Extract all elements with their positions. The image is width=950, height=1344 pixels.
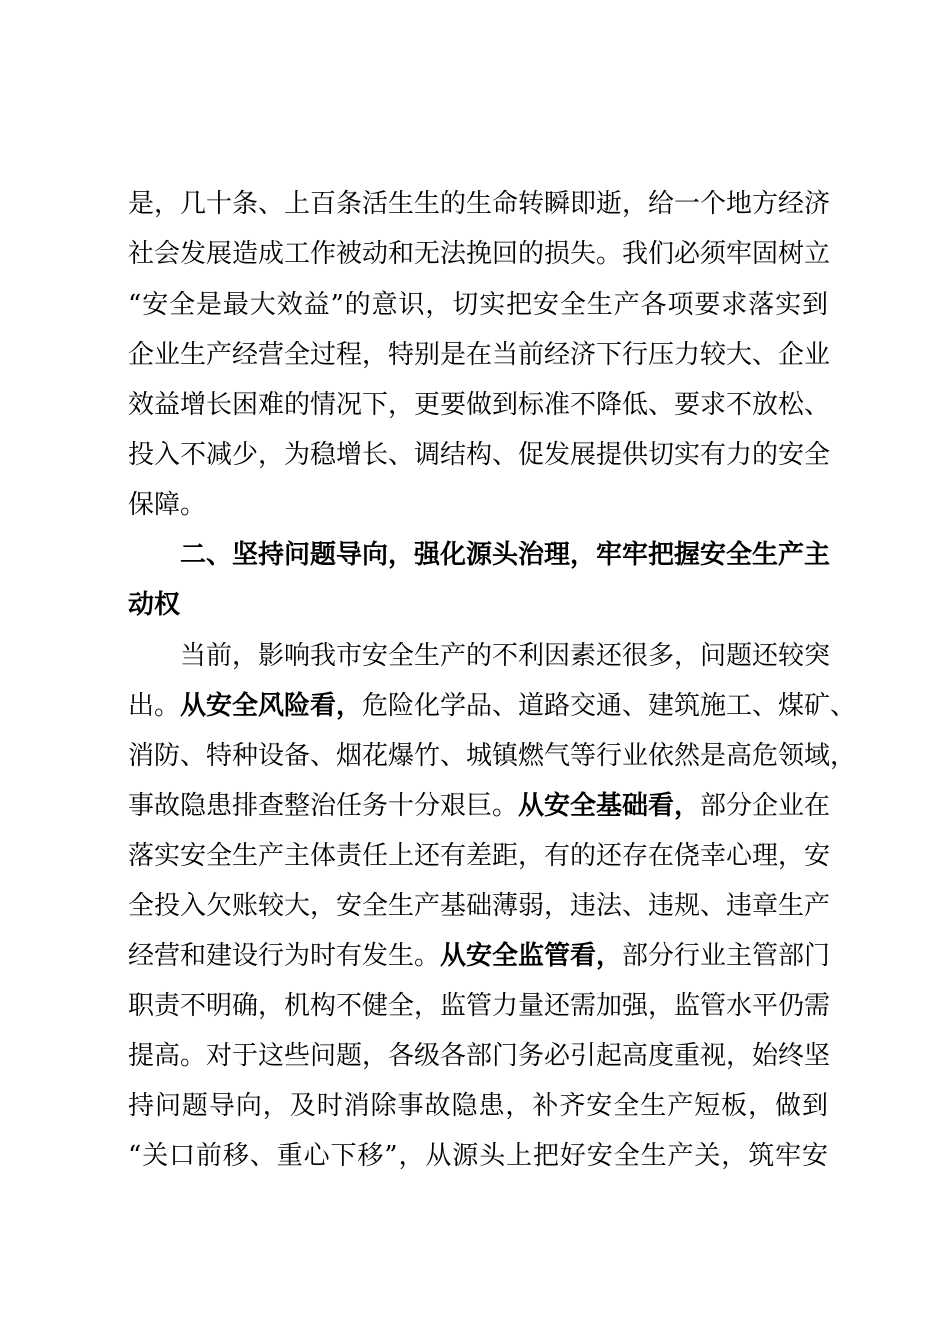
text-line: 效益增长困难的情况下，更要做到标准不降低、要求不放松、: [128, 390, 831, 420]
text-line: 持问题导向，及时消除事故隐患，补齐安全生产短板，做到: [128, 1091, 828, 1121]
text-span: 出。: [128, 691, 181, 721]
text-line: 当前，影响我市安全生产的不利因素还很多，问题还较突: [180, 641, 831, 671]
text-span: 部分行业主管部门: [622, 941, 831, 971]
text-line: 全投入欠账较大，安全生产基础薄弱，违法、违规、违章生产: [128, 891, 831, 921]
bold-phrase: 从安全基础看，: [518, 791, 701, 821]
text-line: “关口前移、重心下移”，从源头上把好安全生产关，筑牢安: [128, 1141, 828, 1171]
text-line: [128, 932, 831, 981]
text-line: 是，几十条、上百条活生生的生命转瞬即逝，给一个地方经济: [128, 189, 831, 219]
text-line: 企业生产经营全过程，特别是在当前经济下行压力较大、企业: [128, 340, 831, 370]
text-span: 危险化学品、道路交通、建筑施工、煤矿、: [362, 691, 857, 721]
bold-phrase: 从安全风险看，: [180, 691, 363, 721]
text-line: 社会发展造成工作被动和无法挽回的损失。我们必须牢固树立: [128, 239, 831, 269]
text-line: 投入不减少，为稳增长、调结构、促发展提供切实有力的安全: [128, 440, 831, 470]
text-span: 部分企业在: [700, 791, 831, 821]
text-line: 消防、特种设备、烟花爆竹、城镇燃气等行业依然是高危领域，: [128, 741, 857, 771]
bold-phrase: 从安全监管看，: [440, 941, 623, 971]
section-heading: 动权: [128, 590, 181, 620]
text-span: 经营和建设行为时有发生。: [128, 941, 441, 971]
text-line: “安全是最大效益”的意识，切实把安全生产各项要求落实到: [128, 290, 828, 320]
text-line: [128, 782, 831, 831]
text-line: [128, 682, 857, 731]
text-line: 职责不明确，机构不健全，监管力量还需加强，监管水平仍需: [128, 991, 831, 1021]
text-span: 事故隐患排查整治任务十分艰巨。: [128, 791, 519, 821]
section-heading: 二、坚持问题导向，强化源头治理，牢牢把握安全生产主: [180, 540, 831, 570]
text-line: 提高。对于这些问题，各级各部门务必引起高度重视，始终坚: [128, 1041, 831, 1071]
text-line: 保障。: [128, 490, 207, 520]
text-line: 落实安全生产主体责任上还有差距，有的还存在侥幸心理，安: [128, 841, 831, 871]
